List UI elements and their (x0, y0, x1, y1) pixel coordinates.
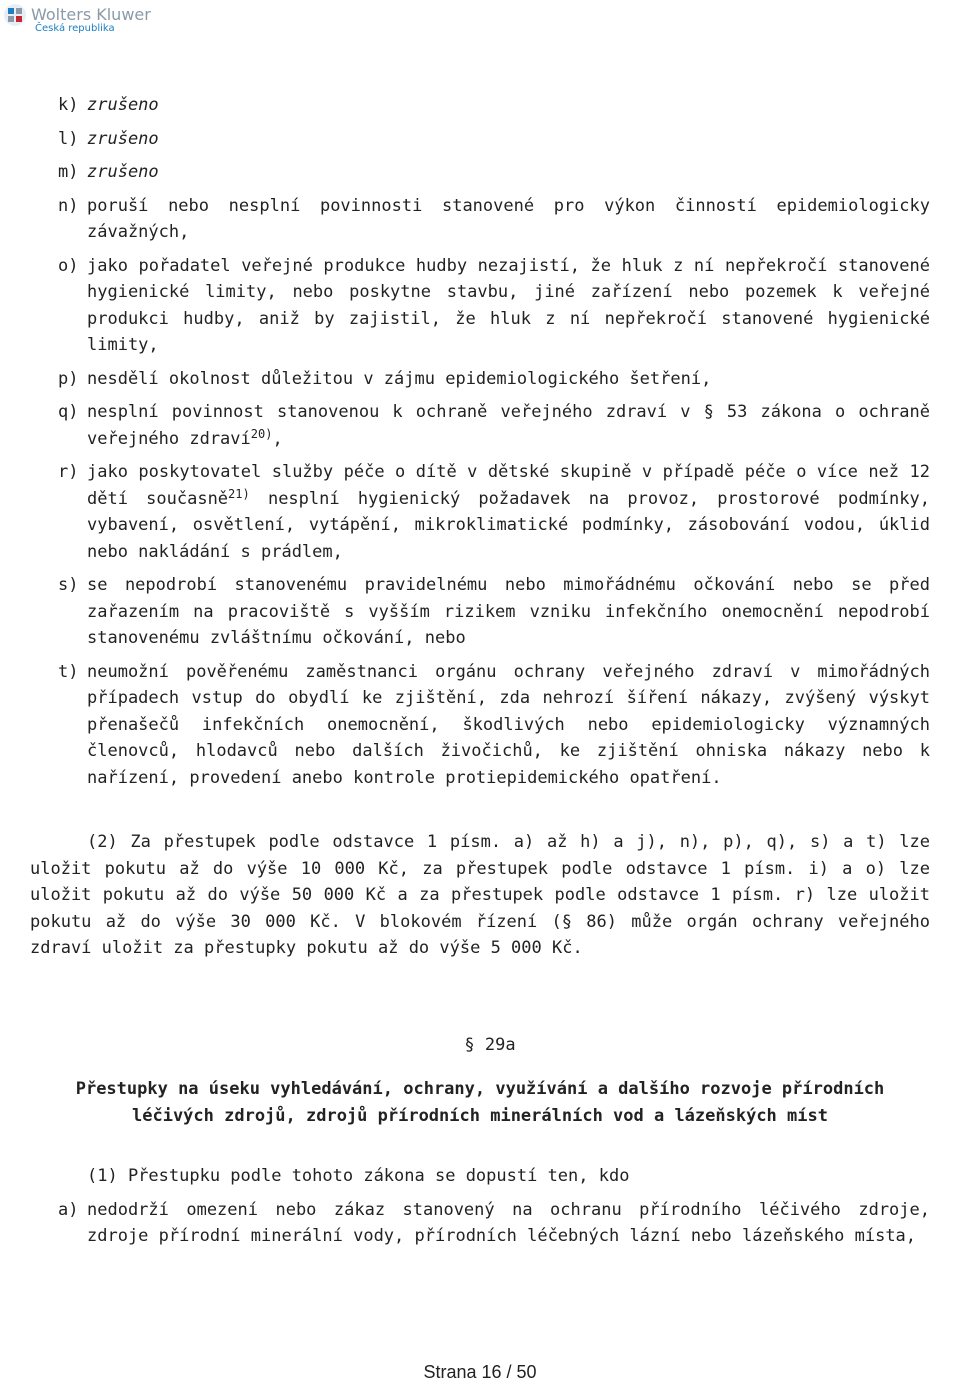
item-label: s) (58, 575, 79, 595)
section-list-item-a (30, 1197, 930, 1250)
list-item-o (30, 253, 930, 359)
item-text: zrušeno (87, 162, 159, 182)
list-item-n (30, 193, 930, 246)
item-label: q) (58, 402, 79, 422)
item-label: k) (58, 95, 79, 115)
section-intro: (1) Přestupku podle tohoto zákona se dopustí ten, kdo (87, 1166, 630, 1186)
list-item-s (30, 572, 930, 652)
logo-brand-name: Wolters Kluwer (31, 5, 151, 24)
section-heading: Přestupky na úseku vyhledávání, ochrany, využívání a dalšího rozvoje přírodních léčivých zdrojů, zdrojů přírodních minerálních vod a lázeňských míst (75, 1079, 885, 1126)
item-text-end: nesplní hygienický požadavek na provoz, prostorové podmínky, vybavení, osvětlení, vytápění, mikroklimatické podmínky, zásobování vodou, úklid nebo nakládání s prádlem, (87, 488, 930, 562)
item-text: nedodrží omezení nebo zákaz stanovený na ochranu přírodního léčivého zdroje, zdroje přírodní minerální vody, přírodních léčebných lázní nebo lázeňského místa, (87, 1199, 930, 1246)
item-text: nesdělí okolnost důležitou v zájmu epidemiologického šetření, (87, 368, 712, 389)
item-text: nesplní povinnost stanovenou k ochraně veřejného zdraví v § 53 zákona o ochraně veřejného zdraví (87, 402, 930, 449)
footnote-ref: 20) (250, 426, 273, 441)
item-label: p) (58, 368, 79, 389)
item-text: jako pořadatel veřejné produkce hudby nezajistí, že hluk z ní nepřekročí stanovené hygienické limity, nebo poskytne stavbu, jiné zařízení nebo pozemek k veřejné produkci hudby, aniž by zajistil, že hluk z ní nepřekročí stanovené hygienické limity, (87, 255, 930, 355)
item-text: neumožní pověřenému zaměstnanci orgánu ochrany veřejného zdraví v mimořádných případech vstup do obydlí ke zjištění, zda nehrozí šíření nákazy, zvýšený výskyt přenašečů infekčních onemocnění, škodlivých nebo epidemiologicky významných členovců, hlodavců nebo dalších živočichů, ke zjištění ohniska nákazy nebo k nařízení, provedení anebo kontrole protiepidemického opatření. (87, 661, 930, 788)
item-text: poruší nebo nesplní povinnosti stanovené pro výkon činností epidemiologicky závažných, (87, 195, 930, 242)
list-item-t (30, 659, 930, 792)
logo-subtitle: Česká republika (35, 23, 115, 34)
item-label: t) (58, 661, 79, 682)
list-item-r (30, 459, 930, 565)
item-text: zrušeno (87, 95, 159, 115)
wolters-kluwer-logo (3, 3, 163, 35)
page-number: Strana 16 / 50 (423, 1362, 537, 1382)
item-label: m) (58, 162, 79, 182)
footnote-ref: 21) (228, 486, 250, 501)
item-label: a) (58, 1199, 79, 1220)
wolters-kluwer-logo-icon (3, 3, 27, 27)
list-item-q (30, 399, 930, 452)
item-label: l) (58, 128, 79, 149)
list-item-p (30, 366, 930, 393)
section-number: § 29a (464, 1034, 516, 1055)
paragraph-2: (2) Za přestupek podle odstavce 1 písm. a) až h) a j), n), p), q), s) a t) lze uložit pokutu až do výše 10 000 Kč, za přestupek podle odstavce 1 písm. i) a o) lze uložit pokutu až do výše 50 000 Kč a za přestupek podle odstavce 1 písm. r) lze uložit pokutu až do výše 30 000 Kč. V blokovém řízení (§ 86) může orgán ochrany veřejného zdraví uložit za přestupky pokutu až do výše 5 000 Kč. (30, 832, 930, 958)
item-text-end: , (272, 428, 283, 449)
item-label: o) (58, 255, 79, 276)
item-text: jako poskytovatel služby péče o dítě v dětské skupině v případě péče o více než 12 dětí současně (87, 462, 930, 509)
item-label: n) (58, 195, 79, 216)
item-text: se nepodrobí stanovenému pravidelnému nebo mimořádnému očkování nebo se před zařazením na pracoviště s vyšším rizikem vzniku infekčního onemocnění nepodrobí stanovenému zvláštnímu očkování, nebo (87, 575, 930, 648)
list-item-m (30, 159, 930, 186)
list-item-k (30, 92, 930, 119)
document-body (30, 92, 930, 1257)
item-text: zrušeno (87, 128, 159, 149)
list-item-l (30, 126, 930, 153)
item-label: r) (58, 462, 79, 482)
